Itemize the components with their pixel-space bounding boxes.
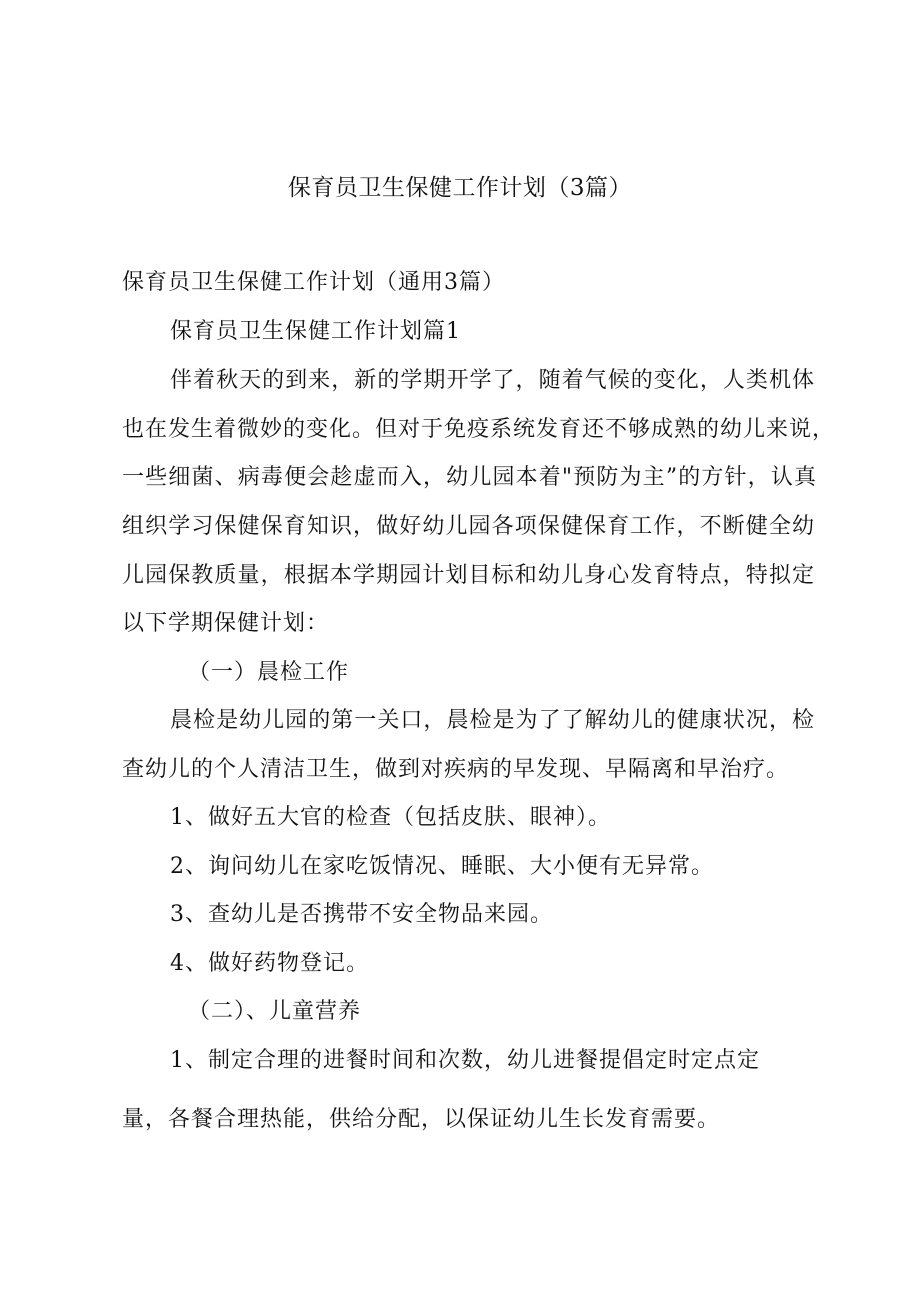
intro-line: 组织学习保健保育知识，做好幼儿园各项保健保育工作，不断健全幼 — [122, 514, 815, 539]
part1-heading: （一）晨检工作 — [188, 660, 350, 685]
part1-item: 3、查幼儿是否携带不安全物品来园。 — [170, 902, 553, 927]
part2-item-line: 量，各餐合理热能，供给分配，以保证幼儿生长发育需要。 — [122, 1107, 721, 1132]
intro-line: 伴着秋天的到来，新的学期开学了，随着气候的变化，人类机体 — [170, 368, 815, 393]
part1-item: 4、做好药物登记。 — [170, 951, 369, 976]
intro-line: 也在发生着微妙的变化。但对于免疫系统发育还不够成熟的幼儿来说， — [122, 417, 836, 442]
part1-item: 1、做好五大官的检查（包括皮肤、眼神）。 — [170, 805, 611, 830]
intro-line: 儿园保教质量，根据本学期园计划目标和幼儿身心发育特点，特拟定 — [122, 563, 815, 588]
section-heading: 保育员卫生保健工作计划篇1 — [170, 319, 461, 344]
part1-item: 2、询问幼儿在家吃饭情况、睡眠、大小便有无异常。 — [170, 854, 714, 879]
part1-desc-line: 查幼儿的个人清洁卫生，做到对疾病的早发现、早隔离和早治疗。 — [122, 757, 790, 782]
document-subtitle: 保育员卫生保健工作计划（通用3篇） — [122, 270, 505, 295]
part2-item-line: 1、制定合理的进餐时间和次数，幼儿进餐提倡定时定点定 — [170, 1048, 760, 1073]
intro-line: 一些细菌、病毒便会趁虚而入，幼儿园本着"预防为主”的方针，认真 — [122, 465, 817, 490]
intro-line: 以下学期保健计划： — [122, 611, 330, 636]
part2-heading: （二）、儿童营养 — [188, 999, 362, 1024]
part1-desc-line: 晨检是幼儿园的第一关口，晨检是为了了解幼儿的健康状况，检 — [170, 708, 815, 733]
document-title: 保育员卫生保健工作计划（3篇） — [287, 175, 633, 201]
